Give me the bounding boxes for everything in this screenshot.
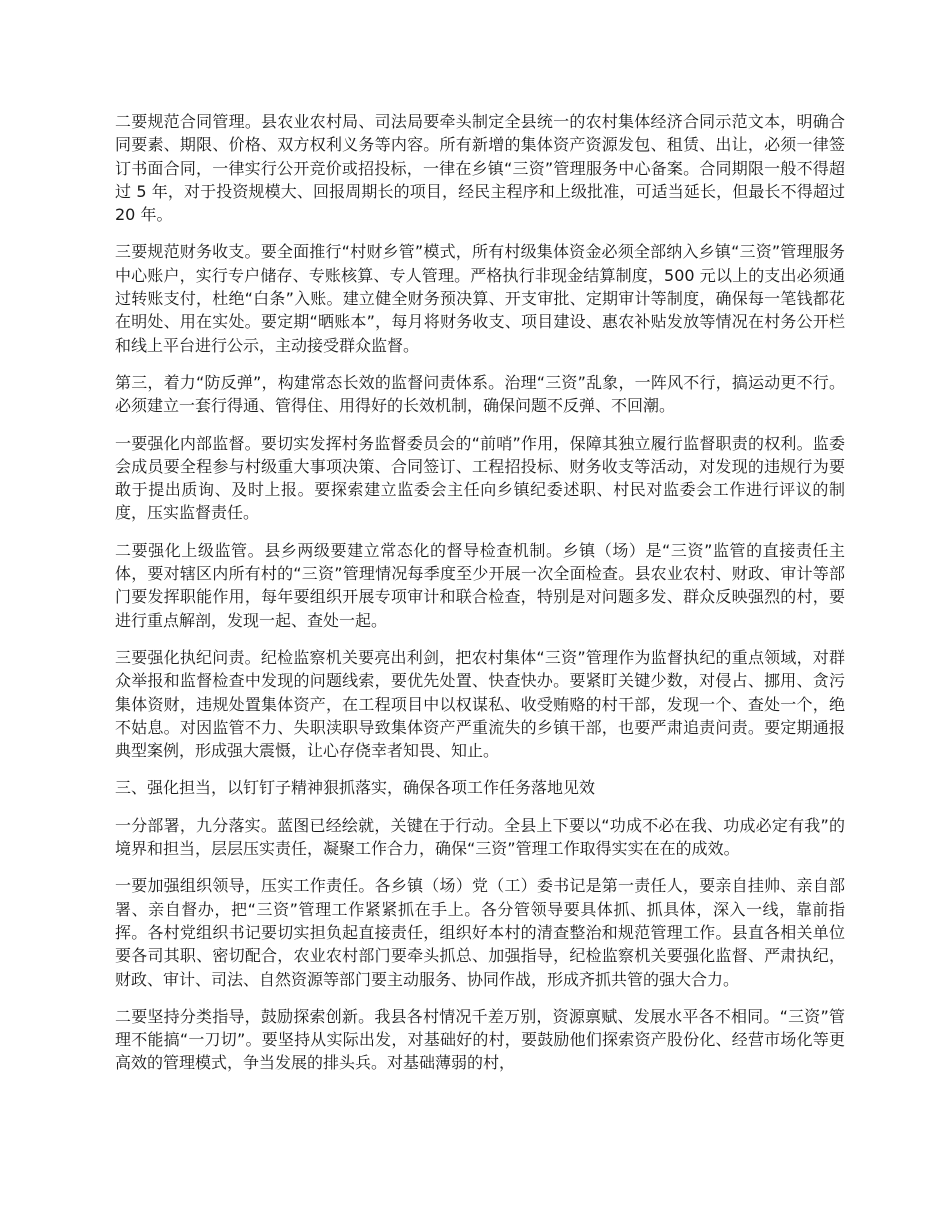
section-heading-implementation: 三、强化担当，以钉钉子精神狠抓落实，确保各项工作任务落地见效: [115, 778, 596, 798]
document-body: [115, 110, 845, 1089]
paragraph-anti-rebound-heading: 第三，着力“防反弹”，构建常态长效的监督问责体系。治理“三资”乱象，一阵风不行，搞运动更不行。必须建立一套行得通、管得住、用得好的长效机制，确保问题不反弹、不回潮。: [115, 372, 845, 416]
paragraph-contract-management: 二要规范合同管理。县农业农村局、司法局要牵头制定全县统一的农村集体经济合同示范文本，明确合同要素、期限、价格、双方权利义务等内容。所有新增的集体资产资源发包、租赁、出让，必须一律签订书面合同，一律实行公开竞价或招投标，一律在乡镇“三资”管理服务中心备案。合同期限一般不得超过 5 年，对于投资规模大、回报周期长的项目，经民主程序和上级批准，可适当延长，但最长不得超过 20 年。: [115, 112, 845, 225]
paragraph-upper-level-supervision: 二要强化上级监管。县乡两级要建立常态化的督导检查机制。乡镇（场）是“三资”监管的直接责任主体，要对辖区内所有村的“三资”管理情况每季度至少开展一次全面检查。县农业农村、财政、审计等部门要发挥职能作用，每年要组织开展专项审计和联合检查，特别是对问题多发、群众反映强烈的村，要进行重点解剖，发现一起、查处一起。: [115, 540, 845, 630]
paragraph-finance-standards: 三要规范财务收支。要全面推行“村财乡管”模式，所有村级集体资金必须全部纳入乡镇“三资”管理服务中心账户，实行专户储存、专账核算、专人管理。严格执行非现金结算制度，500 元以上的支出必须通过转账支付，杜绝“白条”入账。建立健全财务预决算、开支审批、定期审计等制度，确保每一笔钱都花在明处、用在实处。要定期“晒账本”，每月将财务收支、项目建设、惠农补贴发放等情况在村务公开栏和线上平台进行公示，主动接受群众监督。: [115, 242, 845, 355]
paragraph-discipline-accountability: 三要强化执纪问责。纪检监察机关要亮出利剑，把农村集体“三资”管理作为监督执纪的重点领域，对群众举报和监督检查中发现的问题线索，要优先处置、快查快办。要紧盯关键少数，对侵占、挪用、贪污集体资财，违规处置集体资产，在工程项目中以权谋私、收受贿赂的村干部，发现一个、查处一个，绝不姑息。对因监管不力、失职渎职导致集体资产严重流失的乡镇干部，也要严肃追责问责。要定期通报典型案例，形成强大震慑，让心存侥幸者知畏、知止。: [115, 647, 845, 761]
paragraph-classified-guidance: 二要坚持分类指导，鼓励探索创新。我县各村情况千差万别，资源禀赋、发展水平各不相同。“三资”管理不能搞“一刀切”。要坚持从实际出发，对基础好的村，要鼓励他们探索资产股份化、经营市场化等更高效的管理模式，争当发展的排头兵。对基础薄弱的村，: [115, 1006, 845, 1073]
paragraph-implementation-intro: 一分部署，九分落实。蓝图已经绘就，关键在于行动。全县上下要以“功成不必在我、功成必定有我”的境界和担当，层层压实责任，凝聚工作合力，确保“三资”管理工作取得实实在在的成效。: [115, 815, 845, 859]
paragraph-internal-supervision: 一要强化内部监督。要切实发挥村务监督委员会的“前哨”作用，保障其独立履行监督职责的权利。监委会成员要全程参与村级重大事项决策、合同签订、工程招投标、财务收支等活动，对发现的违规行为要敢于提出质询、及时上报。要探索建立监委会主任向乡镇纪委述职、村民对监委会工作进行评议的制度，压实监督责任。: [115, 433, 845, 523]
paragraph-organizational-leadership: 一要加强组织领导，压实工作责任。各乡镇（场）党（工）委书记是第一责任人，要亲自挂帅、亲自部署、亲自督办，把“三资”管理工作紧紧抓在手上。各分管领导要具体抓、抓具体，深入一线，靠前指挥。各村党组织书记要切实担负起直接责任，组织好本村的清查整治和规范管理工作。县直各相关单位要各司其职、密切配合，农业农村部门要牵头抓总、加强指导，纪检监察机关要强化监督、严肃执纪，财政、审计、司法、自然资源等部门要主动服务、协同作战，形成齐抓共管的强大合力。: [115, 876, 845, 989]
